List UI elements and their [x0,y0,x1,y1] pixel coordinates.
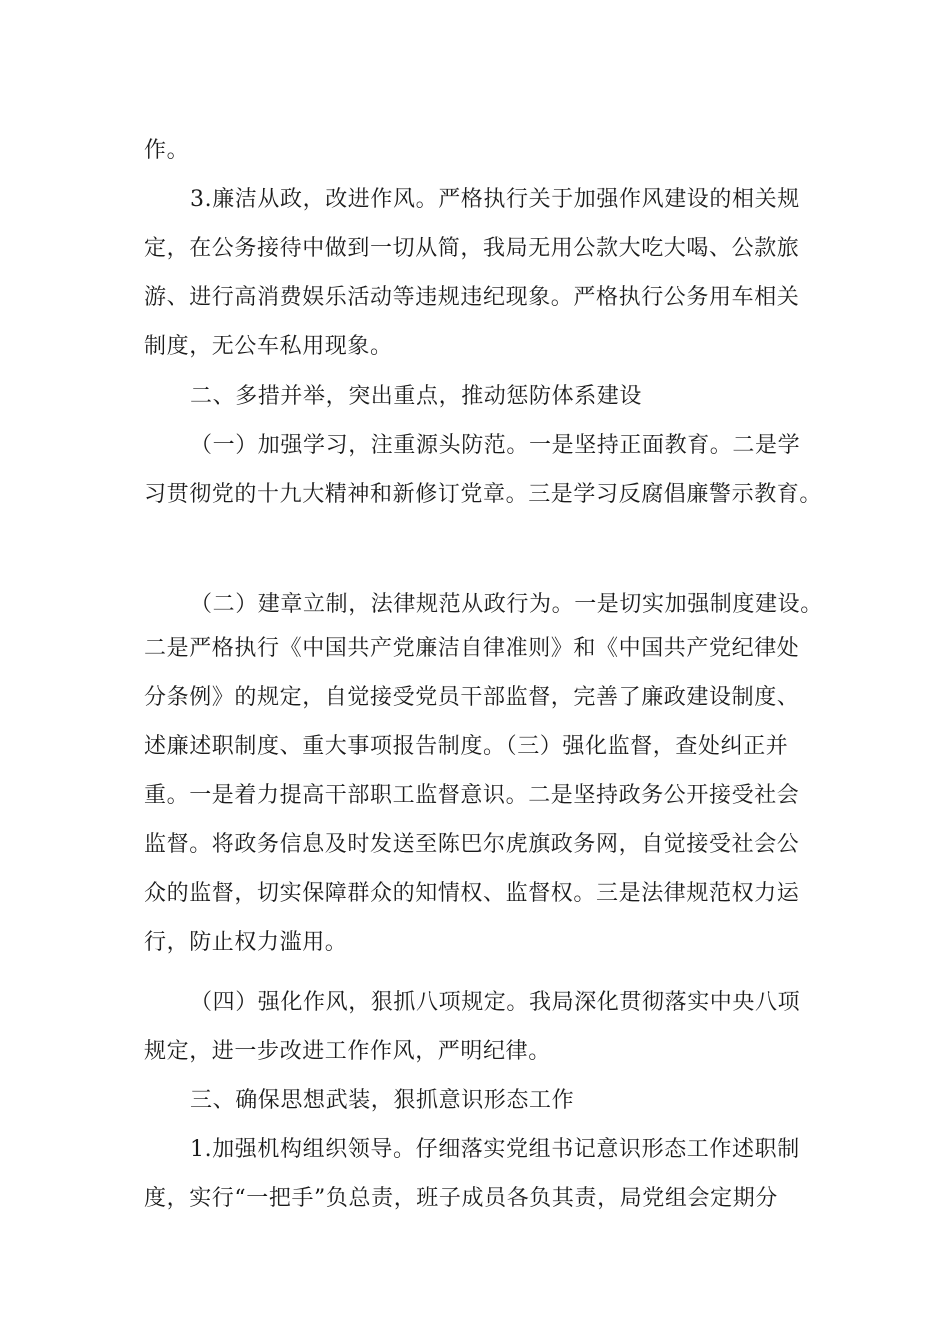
text-line: 监督。将政务信息及时发送至陈巴尔虎旗政务网，自觉接受社会公 [144,832,800,857]
paragraph-first-line: 3.廉洁从政，改进作风。严格执行关于加强作风建设的相关规 [190,187,800,212]
text-line: 分条例》的规定，自觉接受党员干部监督，完善了廉政建设制度、 [144,685,800,710]
text-line: 度，实行“一把手”负总责，班子成员各负其责，局党组会定期分 [144,1186,778,1211]
text-line: 重。一是着力提高干部职工监督意识。二是坚持政务公开接受社会 [144,783,800,808]
text-line: 二是严格执行《中国共产党廉洁自律准则》和《中国共产党纪律处 [144,636,800,661]
text-line: 习贯彻党的十九大精神和新修订党章。三是学习反腐倡廉警示教育。 [144,482,823,507]
text-line: 游、进行高消费娱乐活动等违规违纪现象。严格执行公务用车相关 [144,285,800,310]
paragraph-first-line: 1.加强机构组织领导。仔细落实党组书记意识形态工作述职制 [190,1137,800,1162]
paragraph-first-line: （二）建章立制，法律规范从政行为。一是切实加强制度建设。 [190,592,823,617]
text-line: 行，防止权力滥用。 [144,930,348,955]
paragraph-first-line: （四）强化作风，狠抓八项规定。我局深化贯彻落实中央八项 [190,990,801,1015]
text-line: 众的监督，切实保障群众的知情权、监督权。三是法律规范权力运 [144,881,800,906]
paragraph-first-line: （一）加强学习，注重源头防范。一是坚持正面教育。二是学 [190,433,801,458]
section-heading: 二、多措并举，突出重点，推动惩防体系建设 [190,384,643,409]
text-line: 作。 [144,138,190,163]
text-line: 定，在公务接待中做到一切从简，我局无用公款大吃大喝、公款旅 [144,236,800,261]
text-line: 规定，进一步改进工作作风，严明纪律。 [144,1039,551,1064]
text-line: 制度，无公车私用现象。 [144,334,393,359]
text-line: 述廉述职制度、重大事项报告制度。（三）强化监督，查处纠正并 [144,734,789,759]
section-heading: 三、确保思想武装，狠抓意识形态工作 [190,1088,575,1113]
